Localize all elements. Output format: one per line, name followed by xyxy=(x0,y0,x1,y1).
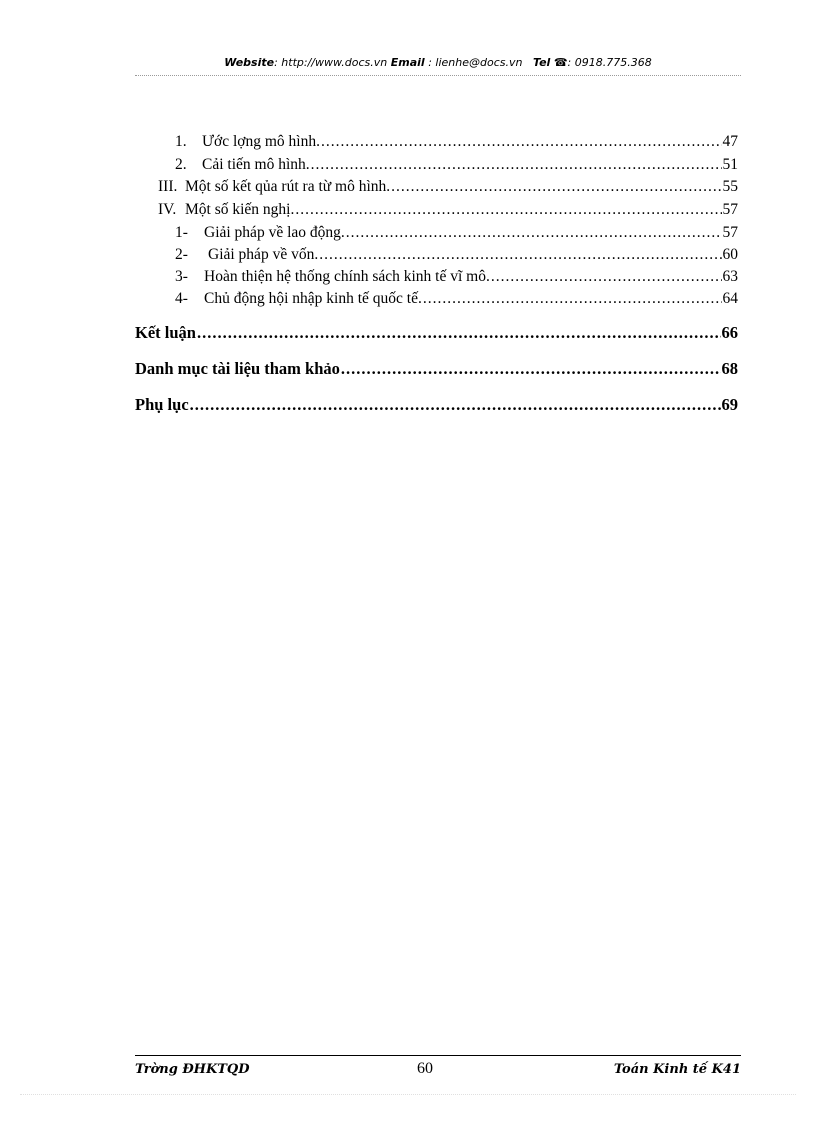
toc-number: III. xyxy=(158,178,178,195)
toc-number: 2. xyxy=(175,156,187,173)
toc-title: Một số kiến nghị. xyxy=(185,201,295,218)
toc-title: Giải pháp về lao động. xyxy=(204,224,345,241)
toc-number: 4- xyxy=(175,290,188,307)
toc-leader-dots xyxy=(321,133,722,151)
toc-entry xyxy=(158,178,738,196)
toc-entry xyxy=(175,246,738,264)
toc-page-number: 66 xyxy=(721,323,738,342)
toc-entry xyxy=(175,290,738,308)
toc-leader-dots xyxy=(295,201,721,219)
footer-course: Toán Kinh tế K41 xyxy=(613,1062,741,1077)
toc-leader-dots xyxy=(311,156,722,174)
toc-page-number: 64 xyxy=(722,290,738,307)
toc-page-number: 55 xyxy=(722,178,738,195)
toc-leader-dots xyxy=(346,224,722,242)
header-divider xyxy=(135,75,741,76)
tel-value: : 0918.775.368 xyxy=(567,56,652,69)
toc-page-number: 47 xyxy=(722,133,738,150)
toc-leader-dots xyxy=(190,395,721,415)
toc-page-number: 60 xyxy=(722,246,738,263)
toc-entry xyxy=(175,156,738,174)
footer-page-number: 60 xyxy=(417,1060,433,1077)
footer-school: Trờng ĐHKTQD xyxy=(135,1062,250,1077)
toc-page-number: 68 xyxy=(721,359,738,378)
email-label: Email xyxy=(390,56,425,69)
toc-title: Danh mục tài liệu tham khảo xyxy=(135,359,340,378)
toc-entry xyxy=(175,268,738,286)
page-bottom-edge xyxy=(20,1094,796,1095)
toc-number: 3- xyxy=(175,268,188,285)
toc-leader-dots xyxy=(391,178,721,196)
toc-leader-dots xyxy=(341,359,721,379)
toc-leader-dots xyxy=(197,323,721,343)
toc-leader-dots xyxy=(423,290,722,308)
toc-leader-dots xyxy=(491,268,722,286)
toc-entry xyxy=(158,201,738,219)
toc-title: Chủ động hội nhập kinh tế quốc tế. xyxy=(204,290,422,307)
toc-title: Ước lợng mô hình. xyxy=(202,133,320,150)
toc-title: Giải pháp về vốn. xyxy=(208,246,319,263)
toc-title: Một số kết qủa rút ra từ mô hình. xyxy=(185,178,391,195)
toc-entry xyxy=(175,224,738,242)
toc-number: IV. xyxy=(158,201,177,218)
footer-divider xyxy=(135,1055,741,1056)
toc-title: Cải tiến mô hình. xyxy=(202,156,310,173)
toc-page-number: 51 xyxy=(722,156,738,173)
toc-entry xyxy=(135,323,738,343)
toc-entry xyxy=(135,395,738,415)
email-value: : lienhe@docs.vn xyxy=(424,56,523,69)
toc-title: Phụ lục xyxy=(135,395,189,414)
phone-icon: ☎ xyxy=(553,56,568,69)
toc-leader-dots xyxy=(319,246,721,264)
toc-number: 2- xyxy=(175,246,188,263)
page-header xyxy=(135,56,741,69)
website-value: : http://www.docs.vn xyxy=(274,56,388,69)
toc-number: 1. xyxy=(175,133,187,150)
toc-title: Hoàn thiện hệ thống chính sách kinh tế vĩ mô. xyxy=(204,268,490,285)
website-label: Website xyxy=(224,56,275,69)
toc-entry xyxy=(135,359,738,379)
toc-number: 1- xyxy=(175,224,188,241)
toc-page-number: 57 xyxy=(722,224,738,241)
toc-page-number: 57 xyxy=(722,201,738,218)
toc-entry xyxy=(175,133,738,151)
toc-page-number: 69 xyxy=(721,395,738,414)
toc-title: Kết luận xyxy=(135,323,196,342)
tel-label: Tel xyxy=(532,56,551,69)
toc-page-number: 63 xyxy=(722,268,738,285)
